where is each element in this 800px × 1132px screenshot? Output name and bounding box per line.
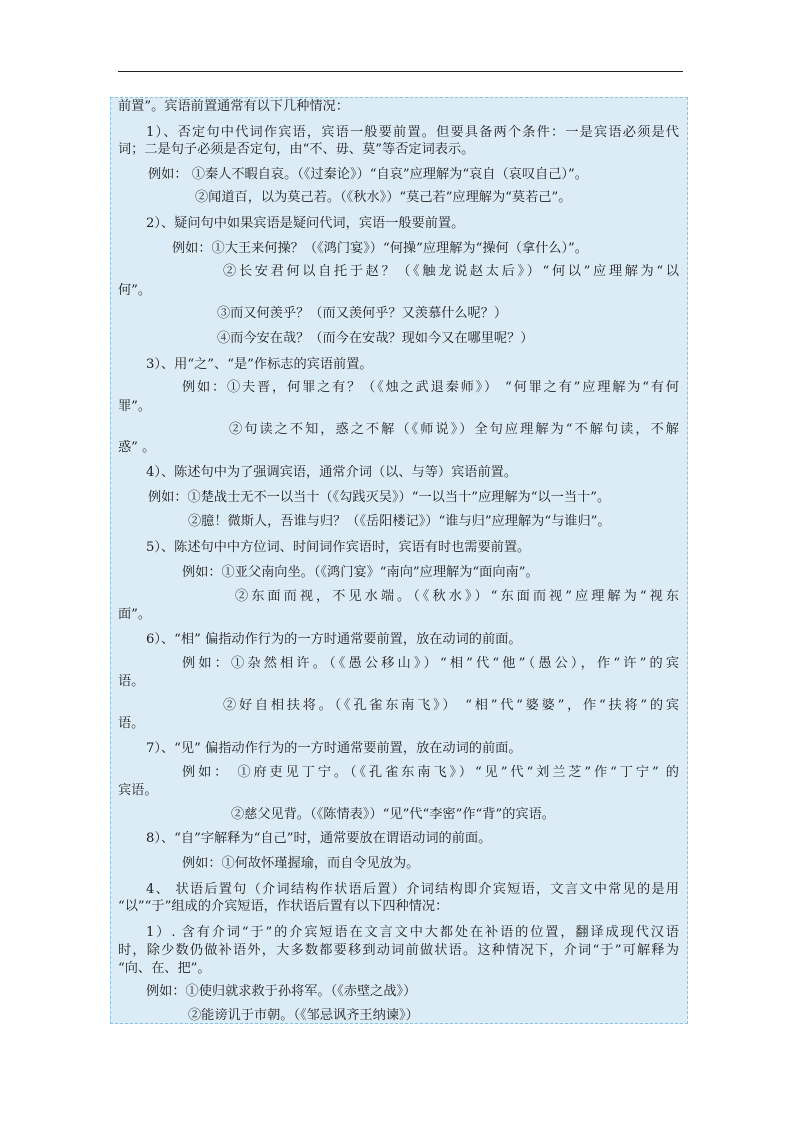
text-line: ④而今安在哉？（而今在安哉？现如今又在哪里呢？） (217, 331, 534, 346)
text-line: “向、在、把”。 (118, 961, 211, 976)
text-line: 惑” 。 (118, 440, 156, 455)
text-line: 例如： ①秦人不暇自哀。（《过秦论》）“自哀”应理解为“哀自（哀叹自己）”。 (148, 167, 588, 182)
text-line: 7）、“见” 偏指动作行为的一方时通常要前置，放在动词的前面。 (146, 741, 522, 756)
text-line: 语。 (118, 716, 145, 731)
text-line: ②好自相扶将。（《孔雀东南飞》） “相”代“婆婆”，作“扶将”的宾 (223, 698, 679, 713)
text-line: ②长安君何以自托于赵？（《触龙说赵太后》）“何以”应理解为“以 (223, 264, 679, 279)
text-line: 宾语。 (118, 783, 158, 798)
text-line: “以”“于”组成的介宾短语，作状语后置有以下四种情况： (118, 899, 449, 914)
text-line: 6）、“相” 偏指动作行为的一方时通常要前置，放在动词的前面。 (146, 632, 522, 647)
text-line: 3）、用“之”、“是”作标志的宾语前置。 (146, 357, 373, 372)
text-line: 例如：①亚父南向坐。（《鸿门宴》“南向”应理解为“面向南”。 (182, 565, 539, 580)
text-line: ②句读之不知，惑之不解（《师说》）全句应理解为“不解句读，不解 (229, 422, 679, 437)
text-line: ②东面而视，不见水端。（《秋水》）“东面而视”应理解为“视东 (235, 589, 679, 604)
text-line: ③而又何羡乎？（而又羡何乎？又羡慕什么呢？） (217, 306, 508, 321)
text-line: ②臆！微斯人，吾谁与归？（《岳阳楼记》）“谁与归”应理解为“与谁归”。 (188, 514, 611, 529)
text-line: 8）、“自”字解释为“自己”时，通常要放在谓语动词的前面。 (146, 831, 492, 846)
text-line: 例如： ①府吏见丁宁。（《孔雀东南飞》）“见”代“刘兰芝”作“丁宁” 的 (182, 765, 679, 780)
text-line: 4、 状语后置句（介词结构作状语后置）介词结构即介宾短语，文言文中常见的是用 (146, 882, 679, 897)
text-line: 例如：①何故怀瑾握瑜，而自令见放为。 (182, 856, 420, 871)
text-line: 语。 (118, 674, 145, 689)
text-line: ②能谤讥于市朝。（《邹忌讽齐王纳谏》） (188, 1008, 419, 1023)
text-line: ②慈父见背。（《陈情表》）“见”代“李密”作“背”的宾语。 (231, 807, 555, 822)
text-line: 1）、否定句中代词作宾语，宾语一般要前置。但要具备两个条件：一是宾语必须是代 (146, 125, 679, 140)
text-line: 例如：①杂然相许。（《愚公移山》）“相”代“他”（愚公），作“许”的宾 (182, 656, 679, 671)
text-line: 例如：①楚战士无不一以当十（《勾践灭吴》）“一以当十”应理解为“以一当十”。 (148, 490, 611, 505)
text-line: 例如：①使归就求救于孙将军。（《赤壁之战》） (146, 984, 417, 999)
text-line: 2）、疑问句中如果宾语是疑问代词，宾语一般要前置。 (146, 216, 465, 231)
text-line: 何”。 (118, 283, 152, 298)
header-rule (118, 71, 683, 72)
text-line: 时，除少数仍做补语外，大多数都要移到动词前做状语。这种情况下，介词“于”可解释为 (118, 943, 679, 958)
text-line: ②闻道百，以为莫己若。（《秋水》）“莫己若”应理解为“莫若己”。 (195, 190, 572, 205)
text-line: 4）、陈述句中为了强调宾语，通常介词（以、与等）宾语前置。 (146, 465, 518, 480)
text-line: 例如：①大王来何操？（《鸿门宴》）“何操”应理解为“操何（拿什么）”。 (172, 241, 588, 256)
text-line: 1）. 含有介词“于”的介宾短语在文言文中大都处在补语的位置，翻译成现代汉语 (146, 925, 679, 940)
text-line: 罪”。 (118, 399, 152, 414)
text-line: 词；二是句子必须是否定句，由“不、毋、莫”等否定词表示。 (118, 142, 475, 157)
text-line: 例如：①夫晋，何罪之有？（《烛之武退秦师》） “何罪之有”应理解为“有何 (182, 380, 679, 395)
text-line: 前置”。宾语前置通常有以下几种情况： (118, 99, 349, 114)
text-line: 5）、陈述句中中方位词、时间词作宾语时，宾语有时也需要前置。 (146, 540, 531, 555)
text-line: 面”。 (118, 607, 152, 622)
